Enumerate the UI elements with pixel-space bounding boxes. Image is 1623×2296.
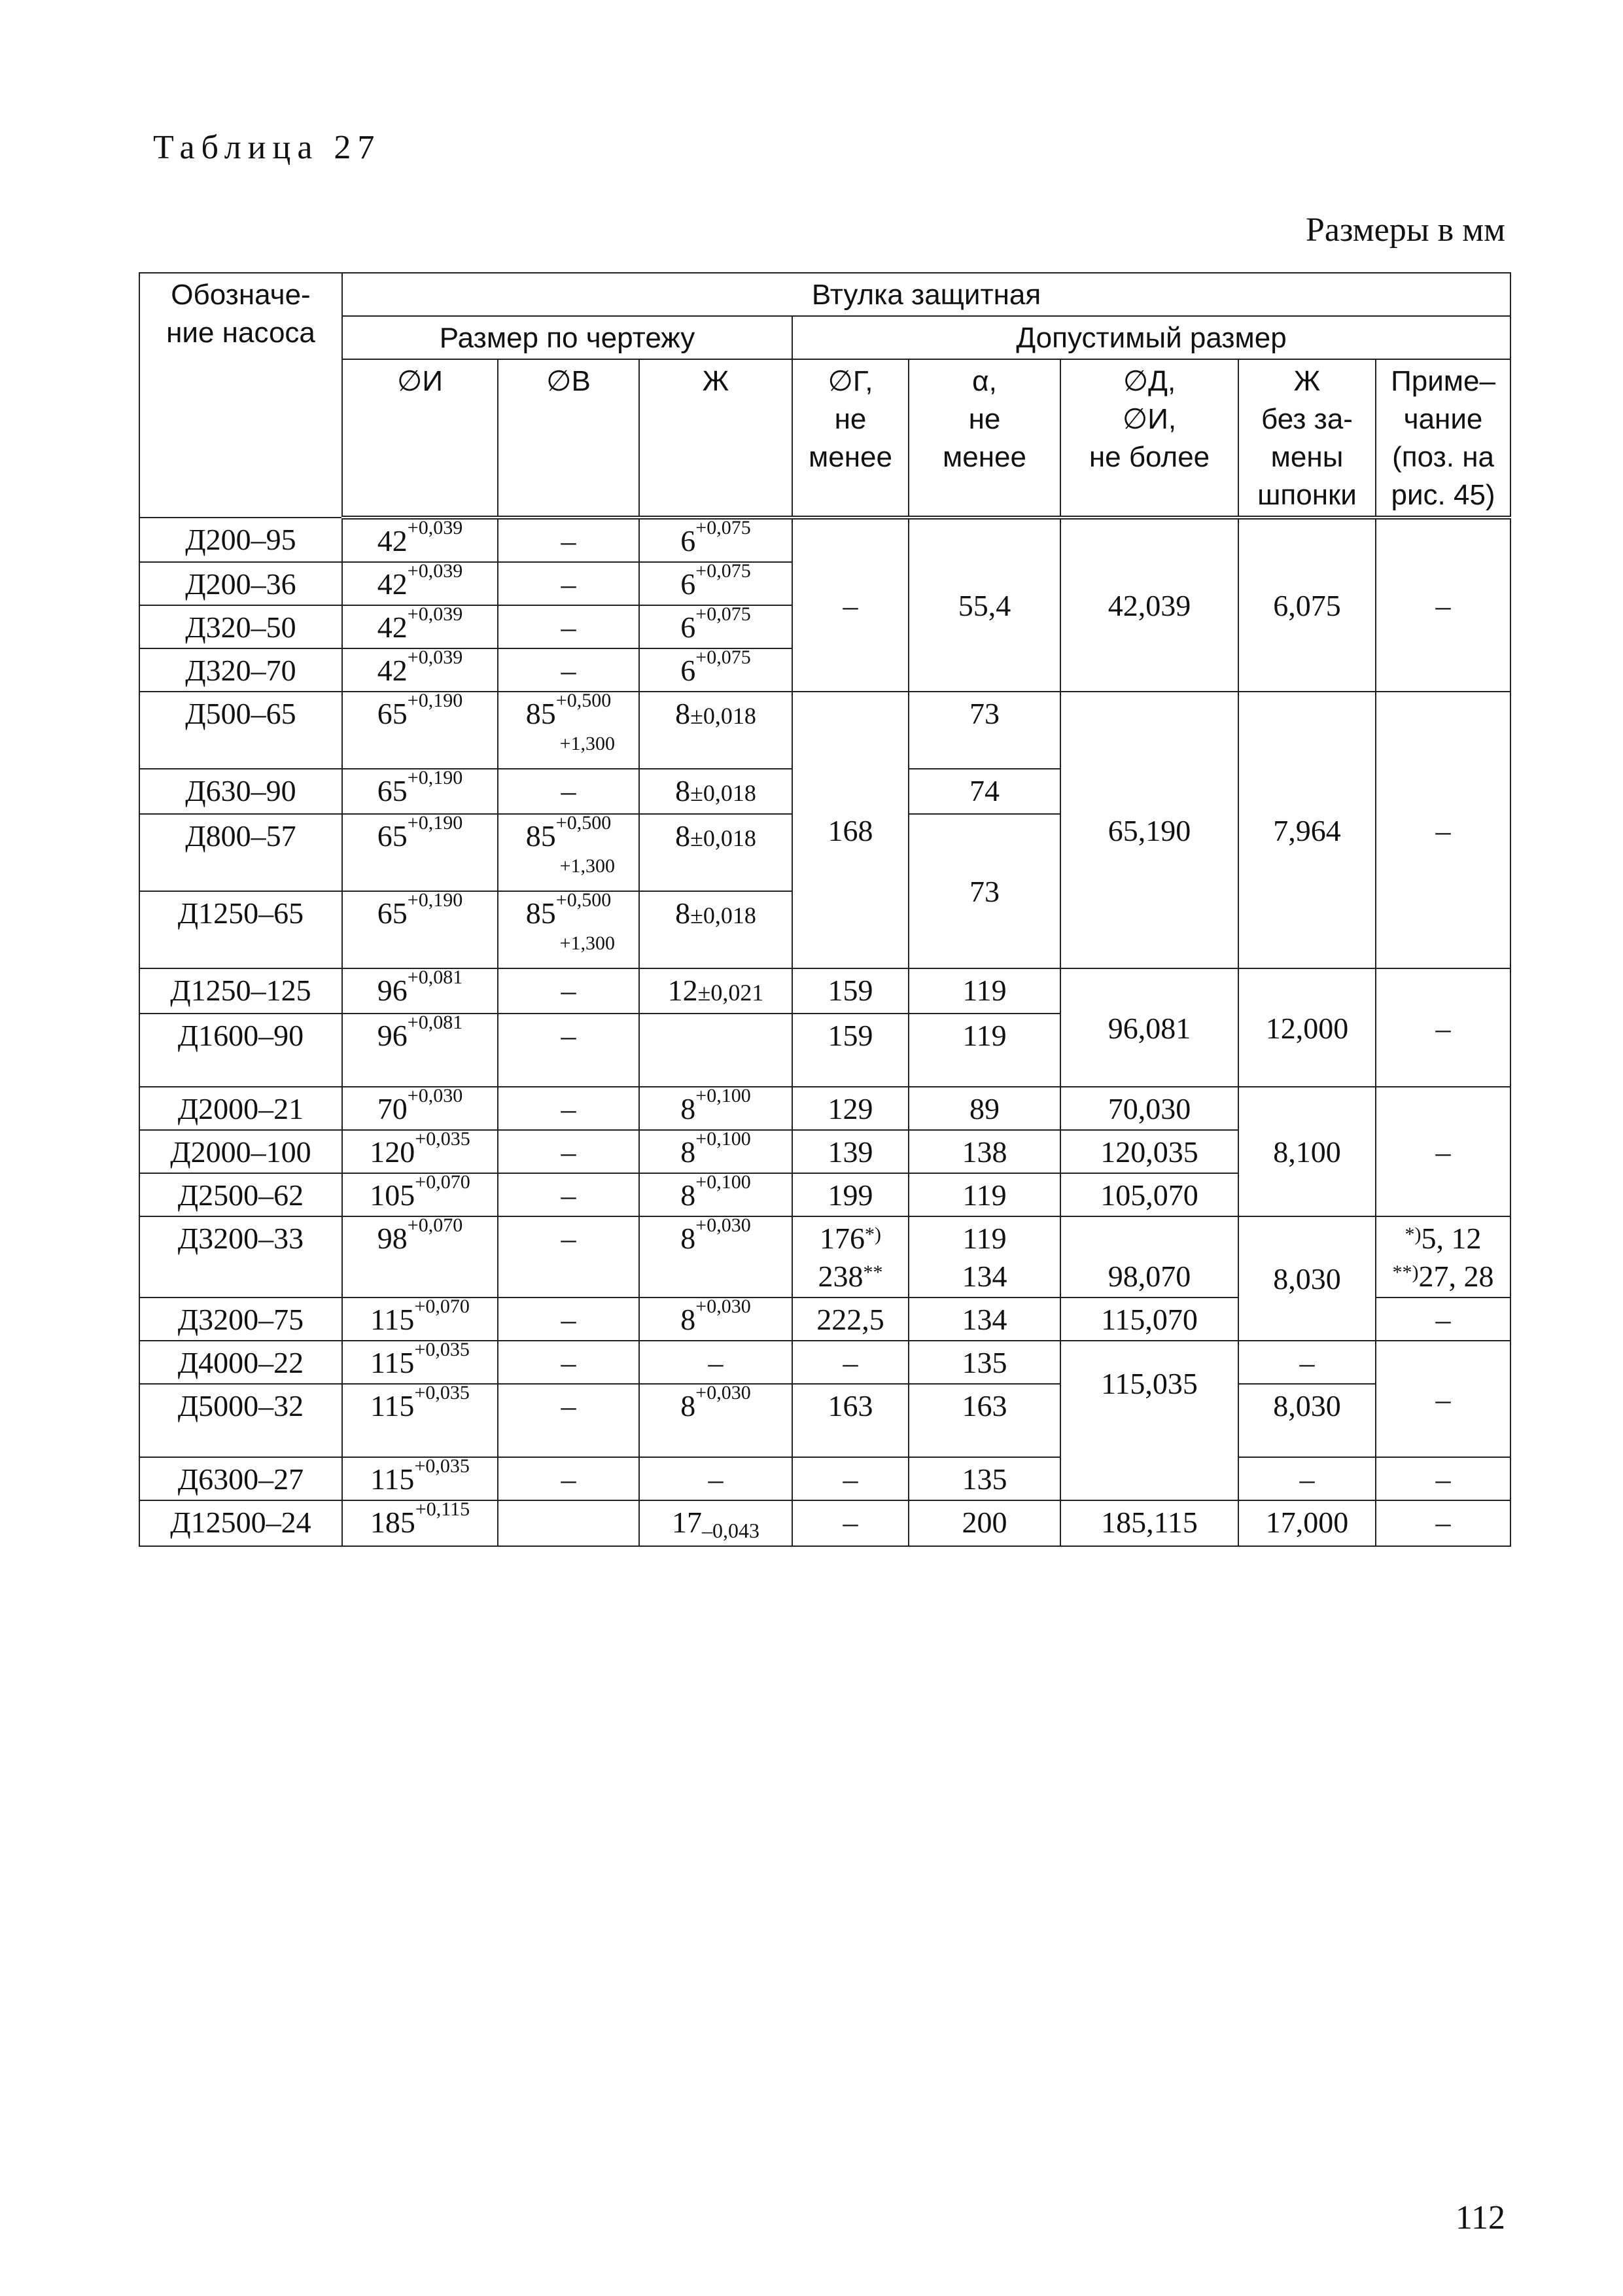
header-col-i: ∅И bbox=[342, 359, 498, 518]
cell-zh2: – bbox=[1238, 1457, 1376, 1500]
cell-zh bbox=[639, 968, 792, 1014]
cell-i bbox=[342, 648, 498, 692]
pump-name: Д1600–90 bbox=[139, 1014, 342, 1087]
cell-v: – bbox=[498, 1130, 639, 1173]
value: 17 bbox=[672, 1506, 702, 1539]
cell-zh bbox=[639, 891, 792, 968]
value: 6 bbox=[680, 524, 696, 557]
cell-i bbox=[342, 1384, 498, 1457]
header-col-zh: Ж bbox=[639, 359, 792, 518]
cell-g: 199 bbox=[792, 1173, 909, 1216]
cell-zh2: 8,030 bbox=[1238, 1384, 1376, 1457]
header-col-alpha: α, не менее bbox=[909, 359, 1060, 518]
value: 85 bbox=[525, 697, 556, 730]
pump-name: Д1250–65 bbox=[139, 891, 342, 968]
value: 8 bbox=[680, 1389, 696, 1422]
tolerance: +0,030 bbox=[695, 1296, 751, 1317]
tolerance: ±0,018 bbox=[690, 825, 756, 851]
pump-name: Д2000–100 bbox=[139, 1130, 342, 1173]
cell-d: 96,081 bbox=[1060, 968, 1238, 1087]
footnote-mark: *) bbox=[865, 1224, 881, 1245]
cell-alpha: 89 bbox=[909, 1087, 1060, 1130]
line bbox=[797, 1220, 904, 1258]
cell-zh bbox=[639, 1298, 792, 1341]
cell-zh: – bbox=[639, 1341, 792, 1384]
cell-v bbox=[498, 1500, 639, 1546]
tolerance: +0,030 bbox=[695, 1382, 751, 1404]
tolerance: +0,100 bbox=[695, 1128, 751, 1150]
pump-name: Д4000–22 bbox=[139, 1341, 342, 1384]
cell-d: 185,115 bbox=[1060, 1500, 1238, 1546]
tolerance: +0,030 bbox=[407, 1085, 463, 1106]
cell-g: – bbox=[792, 1500, 909, 1546]
cell-zh bbox=[639, 769, 792, 814]
cell-zh2: – bbox=[1238, 1341, 1376, 1384]
cell-g: 163 bbox=[792, 1384, 909, 1457]
value: 70 bbox=[377, 1092, 408, 1125]
header-col-g: ∅Г, не менее bbox=[792, 359, 909, 518]
cell-g: 168 bbox=[792, 692, 909, 968]
line: 119 bbox=[962, 1222, 1007, 1255]
value: 6 bbox=[680, 567, 696, 601]
cell-v: – bbox=[498, 562, 639, 605]
cell-alpha: 134 bbox=[909, 1298, 1060, 1341]
value: 115 bbox=[370, 1303, 415, 1336]
cell-v: – bbox=[498, 1457, 639, 1500]
cell-alpha: 200 bbox=[909, 1500, 1060, 1546]
footnote-mark: **) bbox=[1392, 1262, 1419, 1283]
pump-name: Д320–50 bbox=[139, 605, 342, 648]
page-number: 112 bbox=[1455, 2199, 1505, 2236]
cell-d: 65,190 bbox=[1060, 692, 1238, 968]
tolerance: +0,081 bbox=[407, 1012, 463, 1033]
line bbox=[1380, 1220, 1506, 1258]
header-allowed-size: Допустимый размер bbox=[792, 316, 1510, 359]
cell-v: – bbox=[498, 1384, 639, 1457]
cell-g: 159 bbox=[792, 1014, 909, 1087]
value: 42 bbox=[377, 524, 408, 557]
cell-note: – bbox=[1376, 692, 1510, 968]
value: 65 bbox=[377, 697, 408, 730]
value: 5, 12 bbox=[1421, 1222, 1482, 1255]
value: 6 bbox=[680, 610, 696, 644]
value: 8 bbox=[675, 697, 691, 730]
tolerance: +0,190 bbox=[407, 889, 463, 911]
cell-v: – bbox=[498, 1173, 639, 1216]
tolerance: ±0,018 bbox=[690, 703, 756, 729]
cell-g: – bbox=[792, 518, 909, 692]
cell-g: 222,5 bbox=[792, 1298, 909, 1341]
tolerance: +0,035 bbox=[414, 1455, 470, 1477]
cell-alpha: 74 bbox=[909, 769, 1060, 814]
tolerance: +0,035 bbox=[414, 1339, 470, 1360]
cell-alpha: 55,4 bbox=[909, 518, 1060, 692]
value: 65 bbox=[377, 774, 408, 807]
cell-i bbox=[342, 1130, 498, 1173]
cell-g: 129 bbox=[792, 1087, 909, 1130]
value: 115 bbox=[370, 1346, 415, 1379]
pump-sleeve-table bbox=[139, 272, 1511, 1547]
cell-zh2: 12,000 bbox=[1238, 968, 1376, 1087]
units-note: Размеры в мм bbox=[1305, 211, 1505, 249]
tolerance: +0,190 bbox=[407, 690, 463, 711]
cell-zh2: 17,000 bbox=[1238, 1500, 1376, 1546]
cell-i bbox=[342, 518, 498, 562]
tolerance: +0,039 bbox=[407, 603, 463, 625]
cell-zh bbox=[639, 1130, 792, 1173]
table-row bbox=[139, 968, 1510, 1014]
tolerance-lower: +1,300 bbox=[559, 855, 615, 877]
cell-d: 115,035 bbox=[1060, 1341, 1238, 1500]
tolerance: +0,075 bbox=[695, 603, 751, 625]
tolerance: +0,035 bbox=[415, 1128, 470, 1150]
cell-g bbox=[792, 1216, 909, 1298]
value: 8 bbox=[675, 774, 691, 807]
cell-v: – bbox=[498, 968, 639, 1014]
header-col-note: Приме– чание (поз. на рис. 45) bbox=[1376, 359, 1510, 518]
cell-zh bbox=[639, 692, 792, 769]
pump-name: Д2000–21 bbox=[139, 1087, 342, 1130]
cell-g: – bbox=[792, 1341, 909, 1384]
cell-i bbox=[342, 968, 498, 1014]
pump-name: Д3200–33 bbox=[139, 1216, 342, 1298]
cell-zh2: 7,964 bbox=[1238, 692, 1376, 968]
value: 8 bbox=[680, 1178, 696, 1212]
cell-zh bbox=[639, 562, 792, 605]
pump-name: Д12500–24 bbox=[139, 1500, 342, 1546]
cell-note: – bbox=[1376, 968, 1510, 1087]
cell-d: 70,030 bbox=[1060, 1087, 1238, 1130]
table-row bbox=[139, 692, 1510, 769]
cell-note: – bbox=[1376, 1298, 1510, 1341]
cell-d: 98,070 bbox=[1060, 1216, 1238, 1298]
cell-i bbox=[342, 1014, 498, 1087]
cell-zh2: 8,030 bbox=[1238, 1216, 1376, 1341]
header-col-zh2: Ж без за- мены шпонки bbox=[1238, 359, 1376, 518]
cell-alpha: 163 bbox=[909, 1384, 1060, 1457]
cell-zh bbox=[639, 518, 792, 562]
cell-i bbox=[342, 1457, 498, 1500]
value: 185 bbox=[370, 1506, 415, 1539]
table-row bbox=[139, 1457, 1510, 1500]
cell-v bbox=[498, 891, 639, 968]
value: 115 bbox=[370, 1462, 415, 1496]
value: 8 bbox=[680, 1303, 696, 1336]
footnote-mark: *) bbox=[1405, 1224, 1422, 1245]
cell-v bbox=[498, 692, 639, 769]
value: 27, 28 bbox=[1418, 1260, 1494, 1293]
cell-note bbox=[1376, 1216, 1510, 1298]
tolerance: +0,115 bbox=[415, 1498, 470, 1520]
tolerance: +0,081 bbox=[407, 966, 463, 988]
cell-d: 105,070 bbox=[1060, 1173, 1238, 1216]
cell-v: – bbox=[498, 648, 639, 692]
pump-name: Д500–65 bbox=[139, 692, 342, 769]
cell-note: – bbox=[1376, 1500, 1510, 1546]
tolerance: –0,043 bbox=[702, 1519, 759, 1542]
tolerance: +0,035 bbox=[414, 1382, 470, 1404]
pump-name: Д320–70 bbox=[139, 648, 342, 692]
tolerance: +0,039 bbox=[407, 646, 463, 668]
cell-note: – bbox=[1376, 518, 1510, 692]
cell-note: – bbox=[1376, 1087, 1510, 1216]
cell-i bbox=[342, 1500, 498, 1546]
header-pump: Обозначе- ние насоса bbox=[139, 273, 342, 518]
tolerance: +0,070 bbox=[407, 1214, 463, 1236]
value: 176 bbox=[820, 1222, 865, 1255]
tolerance-upper: +0,500 bbox=[555, 889, 612, 911]
pump-name: Д630–90 bbox=[139, 769, 342, 814]
value: 120 bbox=[370, 1135, 415, 1169]
header-col-v: ∅В bbox=[498, 359, 639, 518]
cell-zh bbox=[639, 648, 792, 692]
cell-v: – bbox=[498, 769, 639, 814]
cell-alpha: 119 bbox=[909, 968, 1060, 1014]
tolerance: ±0,018 bbox=[690, 902, 756, 928]
tolerance: +0,070 bbox=[415, 1171, 470, 1193]
cell-g: – bbox=[792, 1457, 909, 1500]
cell-alpha: 119 bbox=[909, 1173, 1060, 1216]
tolerance: +0,190 bbox=[407, 767, 463, 788]
cell-v: – bbox=[498, 1087, 639, 1130]
cell-i bbox=[342, 1298, 498, 1341]
tolerance-lower: +1,300 bbox=[559, 733, 615, 754]
line bbox=[1380, 1258, 1506, 1296]
cell-note: – bbox=[1376, 1457, 1510, 1500]
cell-i bbox=[342, 605, 498, 648]
header-col-d: ∅Д, ∅И, не более bbox=[1060, 359, 1238, 518]
cell-zh bbox=[639, 1014, 792, 1087]
cell-i bbox=[342, 891, 498, 968]
table-row bbox=[139, 1216, 1510, 1298]
value: 238 bbox=[818, 1260, 864, 1293]
pump-name: Д5000–32 bbox=[139, 1384, 342, 1457]
tolerance: +0,100 bbox=[695, 1171, 751, 1193]
cell-zh bbox=[639, 1216, 792, 1298]
cell-zh bbox=[639, 1384, 792, 1457]
tolerance: +0,100 bbox=[695, 1085, 751, 1106]
tolerance: +0,070 bbox=[414, 1296, 470, 1317]
table-title: Таблица 27 bbox=[153, 129, 381, 166]
pump-name: Д200–36 bbox=[139, 562, 342, 605]
line bbox=[797, 1258, 904, 1296]
cell-i bbox=[342, 1216, 498, 1298]
value: 8 bbox=[675, 819, 691, 853]
cell-zh bbox=[639, 605, 792, 648]
cell-alpha: 135 bbox=[909, 1457, 1060, 1500]
cell-i bbox=[342, 1173, 498, 1216]
value: 115 bbox=[370, 1389, 415, 1422]
cell-v: – bbox=[498, 518, 639, 562]
tolerance-lower: +1,300 bbox=[559, 932, 615, 954]
value: 12 bbox=[667, 974, 698, 1007]
table-row bbox=[139, 1500, 1510, 1546]
cell-alpha: 119 bbox=[909, 1014, 1060, 1087]
pump-name: Д200–95 bbox=[139, 518, 342, 562]
cell-v: – bbox=[498, 1216, 639, 1298]
tolerance-upper: +0,500 bbox=[555, 812, 612, 834]
cell-zh: – bbox=[639, 1457, 792, 1500]
table-row bbox=[139, 1341, 1510, 1384]
tolerance: +0,190 bbox=[407, 812, 463, 834]
cell-i bbox=[342, 1087, 498, 1130]
value: 85 bbox=[525, 896, 556, 930]
value: 42 bbox=[377, 610, 408, 644]
cell-i bbox=[342, 814, 498, 891]
tolerance: ±0,018 bbox=[690, 780, 756, 806]
cell-v bbox=[498, 814, 639, 891]
pump-name: Д6300–27 bbox=[139, 1457, 342, 1500]
cell-g: 139 bbox=[792, 1130, 909, 1173]
value: 65 bbox=[377, 896, 408, 930]
tolerance: +0,030 bbox=[695, 1214, 751, 1236]
cell-d: 115,070 bbox=[1060, 1298, 1238, 1341]
pump-name: Д2500–62 bbox=[139, 1173, 342, 1216]
tolerance: +0,075 bbox=[695, 517, 751, 539]
header-sleeve: Втулка защитная bbox=[342, 273, 1510, 316]
cell-i bbox=[342, 1341, 498, 1384]
pump-name: Д800–57 bbox=[139, 814, 342, 891]
pump-name: Д3200–75 bbox=[139, 1298, 342, 1341]
cell-zh bbox=[639, 1173, 792, 1216]
cell-alpha: 135 bbox=[909, 1341, 1060, 1384]
value: 8 bbox=[680, 1092, 696, 1125]
value: 96 bbox=[377, 1019, 408, 1052]
value: 8 bbox=[680, 1222, 696, 1255]
cell-g: 159 bbox=[792, 968, 909, 1014]
cell-zh2: 8,100 bbox=[1238, 1087, 1376, 1216]
table-row bbox=[139, 518, 1510, 562]
cell-v: – bbox=[498, 1341, 639, 1384]
cell-zh bbox=[639, 1087, 792, 1130]
value: 42 bbox=[377, 567, 408, 601]
value: 96 bbox=[377, 974, 408, 1007]
table-row bbox=[139, 1384, 1510, 1457]
cell-alpha: 73 bbox=[909, 814, 1060, 968]
cell-v: – bbox=[498, 1298, 639, 1341]
pump-name: Д1250–125 bbox=[139, 968, 342, 1014]
cell-alpha bbox=[909, 1216, 1060, 1298]
tolerance: +0,039 bbox=[407, 560, 463, 582]
cell-zh2: 6,075 bbox=[1238, 518, 1376, 692]
tolerance: +0,075 bbox=[695, 560, 751, 582]
value: 105 bbox=[370, 1178, 415, 1212]
cell-i bbox=[342, 769, 498, 814]
tolerance-upper: +0,500 bbox=[555, 690, 612, 711]
cell-d: 42,039 bbox=[1060, 518, 1238, 692]
cell-zh bbox=[639, 1500, 792, 1546]
cell-note: – bbox=[1376, 1341, 1510, 1457]
cell-v: – bbox=[498, 605, 639, 648]
cell-v: – bbox=[498, 1014, 639, 1087]
value: 8 bbox=[675, 896, 691, 930]
cell-i bbox=[342, 692, 498, 769]
cell-i bbox=[342, 562, 498, 605]
value: 65 bbox=[377, 819, 408, 853]
data-table-container bbox=[139, 272, 1510, 1547]
header-drawing-size: Размер по чертежу bbox=[342, 316, 792, 359]
value: 85 bbox=[525, 819, 556, 853]
value: 6 bbox=[680, 654, 696, 687]
value: 8 bbox=[680, 1135, 696, 1169]
value: 42 bbox=[377, 654, 408, 687]
cell-zh bbox=[639, 814, 792, 891]
tolerance: +0,039 bbox=[407, 517, 463, 539]
cell-alpha: 73 bbox=[909, 692, 1060, 769]
line: 134 bbox=[962, 1260, 1007, 1293]
table-row bbox=[139, 1087, 1510, 1130]
tolerance: ±0,021 bbox=[697, 980, 764, 1006]
cell-d: 120,035 bbox=[1060, 1130, 1238, 1173]
value: 98 bbox=[377, 1222, 408, 1255]
tolerance: +0,075 bbox=[695, 646, 751, 668]
footnote-mark: ** bbox=[863, 1262, 883, 1283]
cell-alpha: 138 bbox=[909, 1130, 1060, 1173]
